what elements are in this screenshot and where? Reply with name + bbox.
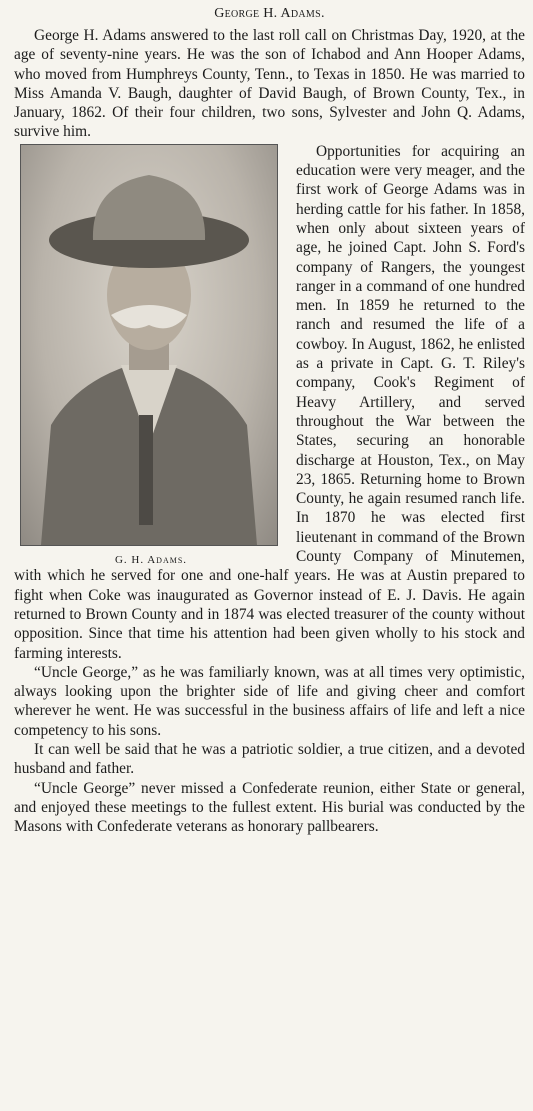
paragraph-3: “Uncle George,” as he was familiarly known, was at all times very optimistic, always looking upon the brighter side of life and giving cheer and comfort wherever he went. He was successful in the business affairs of life and left a nice competency to his sons. [14, 663, 525, 739]
portrait-figure [18, 144, 284, 566]
portrait-caption: G. H. Adams. [114, 553, 188, 566]
portrait-illustration [21, 145, 277, 545]
portrait-photo [20, 144, 278, 546]
paragraph-5: “Uncle George” never missed a Confederate reunion, either State or general, and enjoyed these meetings to the fullest extent. His burial was conducted by the Masons with Confederate veterans as honorary pallbearers. [14, 779, 525, 836]
paragraph-4: It can well be said that he was a patriotic soldier, a true citizen, and a devoted husband and father. [14, 740, 525, 778]
article-title: George H. Adams. [214, 6, 325, 21]
paragraph-2: Opportunities for acquiring an education were very meager, and the first work of George Adams was in herding cattle for his father. In 1858, when only about sixteen years of age, he joined Capt. John S. Ford's company of Rangers, the youngest ranger in a command of one hundred men. In 1859 he returned to the ranch and resumed the life of a cowboy. In August, 1862, he enlisted as a private in Capt. G. T. Riley's company, Cook's Regiment of Heavy Artillery, and served throughout the War between the States, securing an honorable discharge at Houston, Tex., on May 23, 1865. Returning home to Brown County, he again resumed ranch life. In 1870 he was elected first lieutenant in command of the Brown County Company of Minutemen, with which he served for one and one-half years. He was at Austin prepared to fight when Coke was inaugurated as Governor instead of E. J. Davis. He again returned to Brown County and in 1874 was elected treasurer of the county without opposition. Since that time his attention had been given wholly to his stock and farming interests. [14, 142, 525, 662]
paragraph-1: George H. Adams answered to the last roll call on Christmas Day, 1920, at the age of seventy-nine years. He was the son of Ichabod and Ann Hooper Adams, who moved from Humphreys County, Tenn., to Texas in 1850. He was married to Miss Amanda V. Baugh, daughter of David Baugh, of Brown County, Tex., in January, 1862. Of their four children, two sons, Sylvester and John Q. Adams, survive him. [14, 27, 525, 141]
